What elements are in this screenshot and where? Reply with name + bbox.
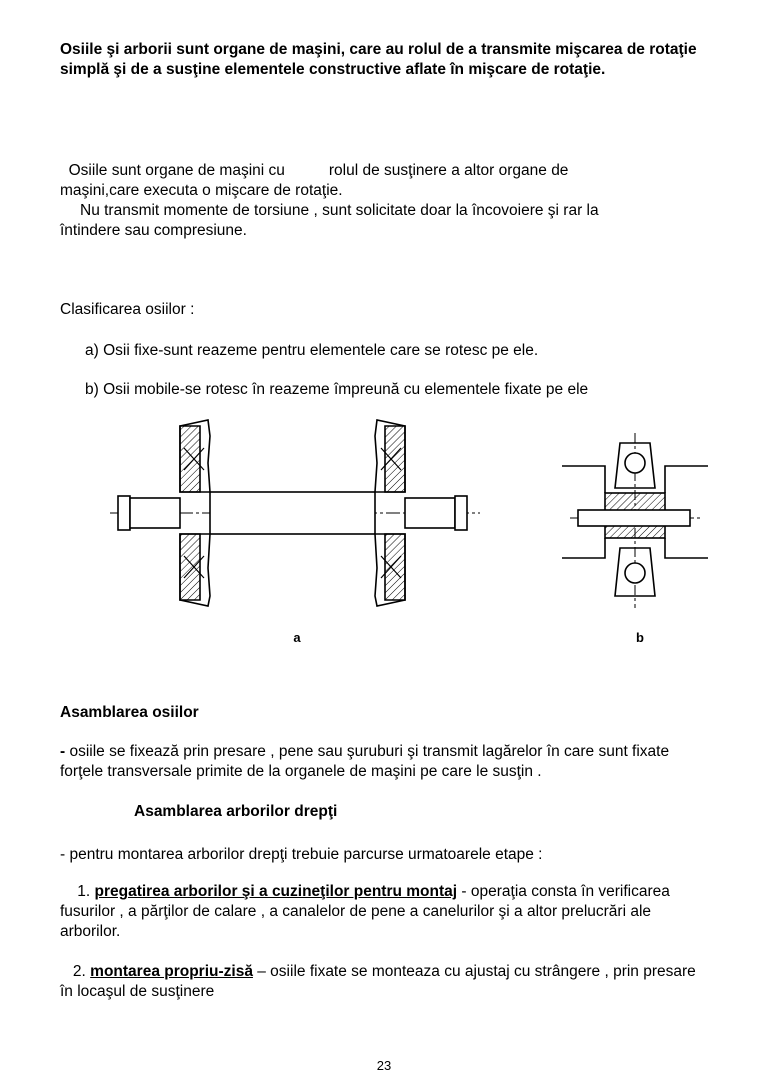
axles-def-line1-a: Osiile sunt organe de maşini cu	[68, 162, 285, 179]
axles-definition	[60, 161, 710, 241]
mobile-axle-drawing	[562, 433, 708, 608]
step-2-text: – osiile fixate se monteaza cu ajustaj cu strângere , prin presare în locaşul de susţinere	[60, 963, 696, 1000]
classification-item-b: b) Osii mobile-se rotesc în reazeme împreună cu elementele fixate pe ele	[85, 381, 589, 398]
classification-title: Clasificarea osiilor :	[60, 301, 195, 318]
step-2-number: 2.	[72, 963, 86, 980]
intro-paragraph: Osiile şi arborii sunt organe de maşini, care au rolul de a transmite mişcarea de rotaţie simplă şi de a susţine elementele constructive aflate în mişcare de rotaţie.	[60, 41, 697, 78]
assembly-axles-body: osiile se fixează prin presare , pene sau şuruburi şi transmit lagărelor în care sunt fixate forţele transversale primite de la organele de maşini pe care le susţin .	[60, 743, 670, 780]
step-1	[60, 882, 710, 942]
step-2	[60, 962, 710, 1002]
figure-label-a: a	[293, 630, 301, 645]
step-1-number: 1.	[77, 883, 91, 900]
assembly-shafts-title: Asamblarea arborilor drepţi	[134, 803, 338, 820]
assembly-shafts-intro: - pentru montarea arborilor drepţi trebuie parcurse urmatoarele etape :	[60, 846, 543, 863]
axles-def-line1-b: rolul de susţinere a altor organe de	[328, 162, 569, 179]
step-1-text: - operaţia consta în verificarea fusurilor , a părţilor de calare , a canalelor de pene a canelurilor şi a altor prelucrări ale arborilor.	[60, 883, 670, 940]
axle-drawings	[100, 418, 710, 648]
assembly-axles-dash: -	[60, 743, 66, 760]
step-1-title: pregatirea arborilor şi a cuzineţilor pentru montaj	[94, 883, 458, 900]
axles-def-line2: maşini,care executa o mişcare de rotaţie.	[60, 182, 343, 199]
axles-def-line4: întindere sau compresiune.	[60, 222, 247, 239]
assembly-axles-text	[60, 742, 710, 782]
assembly-axles-title: Asamblarea osiilor	[60, 704, 199, 721]
figure-label-b: b	[636, 630, 644, 645]
fixed-axle-drawing	[110, 420, 480, 606]
classification-item-a: a) Osii fixe-sunt reazeme pentru elementele care se rotesc pe ele.	[85, 342, 539, 359]
step-2-title: montarea propriu-zisă	[90, 963, 253, 980]
page-number: 23	[376, 1058, 392, 1073]
axles-def-line3: Nu transmit momente de torsiune , sunt solicitate doar la încovoiere şi rar la	[80, 202, 599, 219]
